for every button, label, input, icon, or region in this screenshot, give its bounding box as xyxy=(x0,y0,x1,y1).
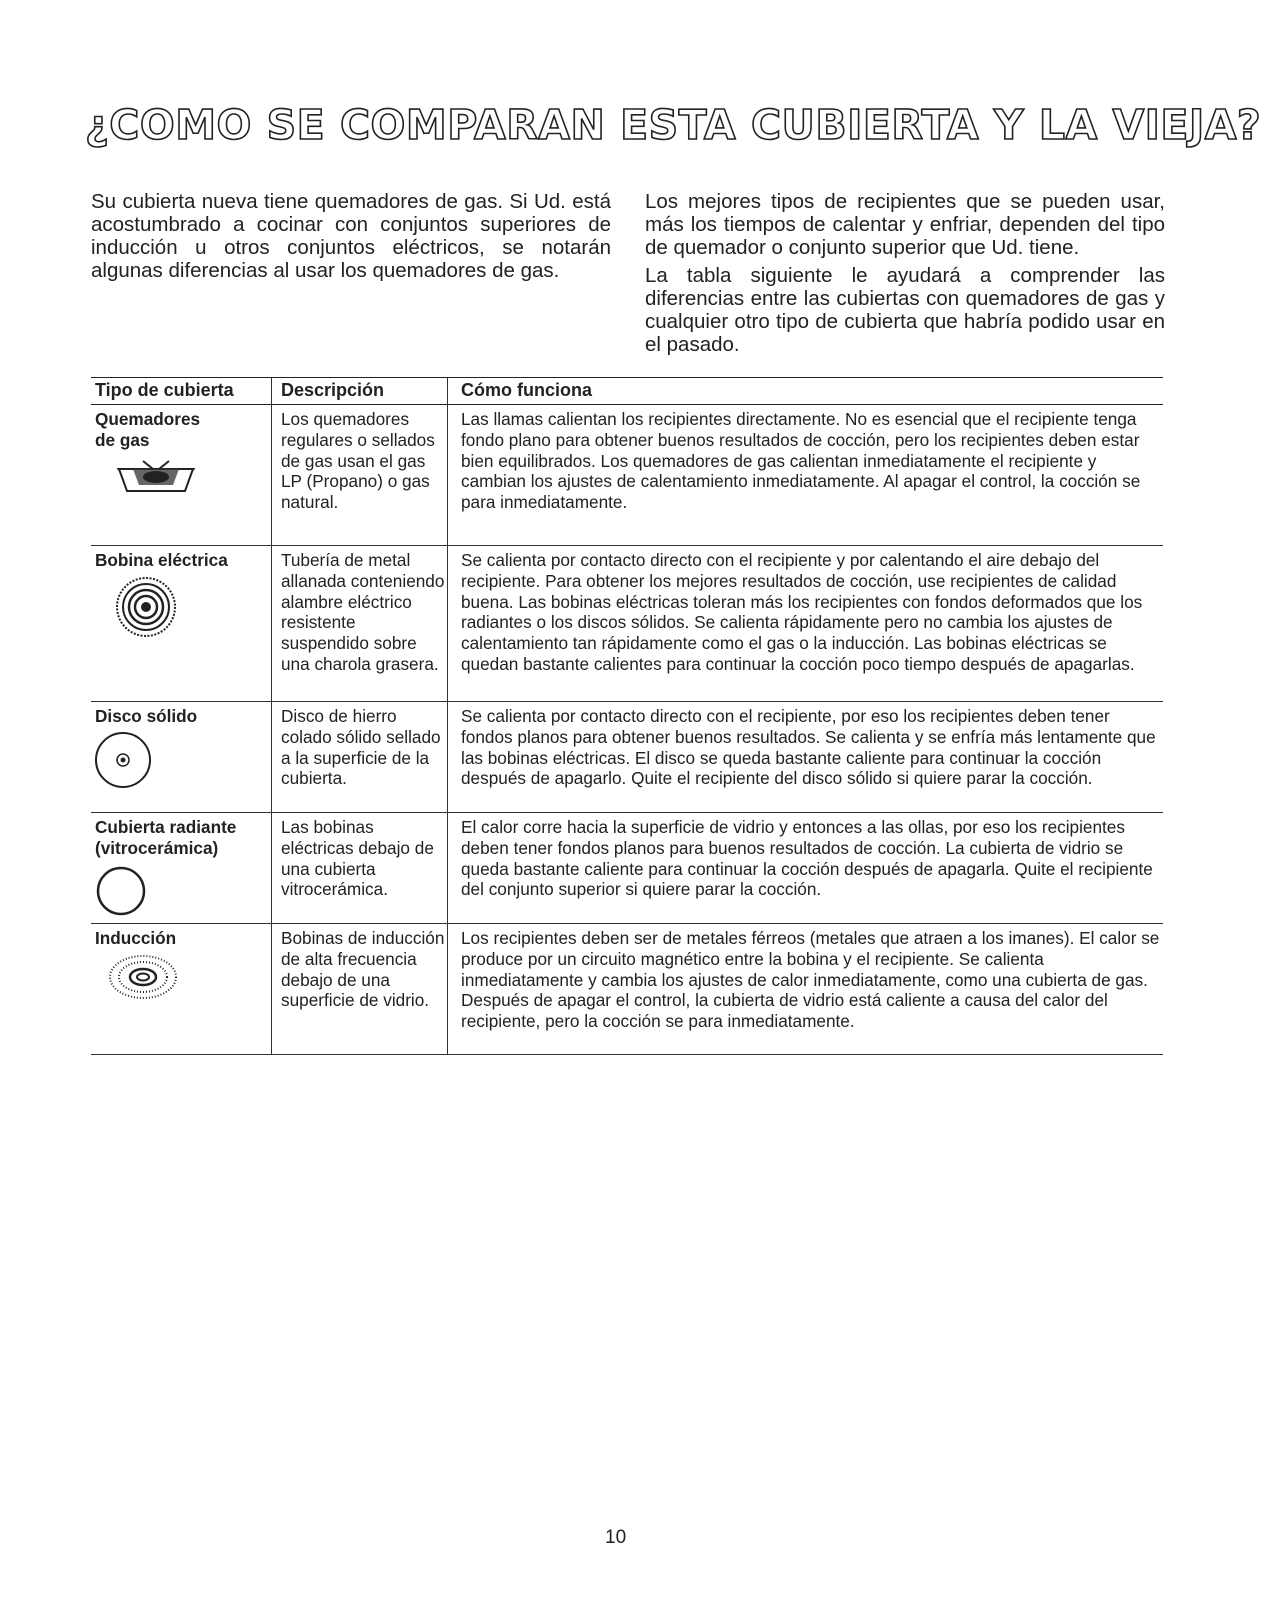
row-type-line1: Quemadores xyxy=(95,409,201,429)
intro-right-text-1: Los mejores tipos de recipientes que se pueden usar, más los tiempos de calentar y enfriar, dependen del tipo de quemador o conjunto superior que Ud. tiene. xyxy=(645,190,1165,259)
header-description: Descripción xyxy=(281,380,385,400)
solid-disk-icon xyxy=(93,730,153,790)
row-type xyxy=(95,409,265,451)
radiant-element-icon xyxy=(95,865,147,917)
header-how-it-works: Cómo funciona xyxy=(461,380,592,400)
page-title: ¿COMO SE COMPARAN ESTA CUBIERTA Y LA VIEJA? xyxy=(85,101,1261,149)
intro-left-paragraph xyxy=(91,190,611,287)
intro-left-text: Su cubierta nueva tiene quemadores de gas. Si Ud. está acostumbrado a cocinar con conjuntos superiores de inducción u otros conjuntos eléctricos, se notarán algunas diferencias al usar los quemadores de gas. xyxy=(91,190,611,282)
table-row xyxy=(91,924,1163,1055)
electric-coil-icon xyxy=(115,576,177,638)
row-how: Las llamas calientan los recipientes directamente. No es esencial que el recipiente tenga fondo plano para obtener buenos resultados de cocción, pero los recipientes deben estar bien equilibrados. Los quemadores de gas calientan inmediatamente el recipiente y cambian los ajustes de calentamiento inmediatamente. Al apagar el control, la cocción se para inmediatamente. xyxy=(461,409,1141,513)
row-type-line1: Bobina eléctrica xyxy=(95,550,228,570)
row-type-line1: Cubierta radiante xyxy=(95,817,237,837)
row-type xyxy=(95,817,265,859)
row-how: Se calienta por contacto directo con el recipiente, por eso los recipientes deben tener fondos planos para obtener buenos resultados. Se calienta y se enfría más lentamente que las bobinas eléctricas. El disco se queda bastante caliente para continuar la cocción después de apagarlo. Quite el recipiente del disco sólido si quiere parar la cocción. xyxy=(461,706,1156,789)
table-row xyxy=(91,813,1163,924)
row-description: Disco de hierro colado sólido sellado a la superficie de la cubierta. xyxy=(281,706,441,789)
page-number: 10 xyxy=(605,1527,627,1548)
gas-burner-icon xyxy=(113,455,199,497)
intro-right-paragraphs xyxy=(645,190,1165,361)
row-description: Las bobinas eléctricas debajo de una cubierta vitrocerámica. xyxy=(281,817,434,900)
header-type: Tipo de cubierta xyxy=(95,380,234,400)
table-header xyxy=(91,377,1163,405)
row-how: Los recipientes deben ser de metales férreos (metales que atraen a los imanes). El calor se produce por un circuito magnético entre la bobina y el recipiente. Se calienta inmediatamente y cambia los ajustes de calor inmediatamente, como una cubierta de gas. Después de apagar el control, la cubierta de vidrio está caliente a causa del calor del recipiente, pero la cocción se para inmediatamente. xyxy=(461,928,1160,1032)
table-row xyxy=(91,546,1163,702)
row-description: Bobinas de inducción de alta frecuencia debajo de una superficie de vidrio. xyxy=(281,928,445,1011)
row-how: El calor corre hacia la superficie de vidrio y entonces a las ollas, por eso los recipientes deben tener fondos planos para buenos resultados de cocción. La cubierta de vidrio se queda bastante caliente para continuar la cocción después de apagarla. Quite el recipiente del conjunto superior si quiere parar la cocción. xyxy=(461,817,1153,900)
table-row xyxy=(91,702,1163,813)
table-row xyxy=(91,405,1163,546)
row-type xyxy=(95,550,265,571)
row-type-line1: Disco sólido xyxy=(95,706,198,726)
comparison-table xyxy=(91,377,1163,1055)
row-how: Se calienta por contacto directo con el recipiente y por calentando el aire debajo del recipiente. Para obtener los mejores resultados de cocción, use recipientes de calidad buena. Las bobinas eléctricas toleran más los recipientes con fondos deformados que los radiantes o los discos sólidos. Se calienta rápidamente pero no cambia los ajustes de calentamiento tan rápidamente como el gas o la inducción. Las bobinas eléctricas se quedan bastante calientes para continuar la cocción poco tiempo después de apagarlas. xyxy=(461,550,1143,674)
row-description: Los quemadores regulares o sellados de gas usan el gas LP (Propano) o gas natural. xyxy=(281,409,435,513)
induction-icon xyxy=(107,952,179,1002)
row-type xyxy=(95,706,265,727)
intro-right-text-2: La tabla siguiente le ayudará a comprender las diferencias entre las cubiertas con quemadores de gas y cualquier otro tipo de cubierta que habría podido usar en el pasado. xyxy=(645,264,1165,356)
row-type xyxy=(95,928,265,949)
row-type-line2: de gas xyxy=(95,429,150,450)
row-type-line1: Inducción xyxy=(95,928,177,948)
row-type-line2: (vitrocerámica) xyxy=(95,837,219,858)
row-description: Tubería de metal allanada conteniendo alambre eléctrico resistente suspendido sobre una charola grasera. xyxy=(281,550,445,674)
